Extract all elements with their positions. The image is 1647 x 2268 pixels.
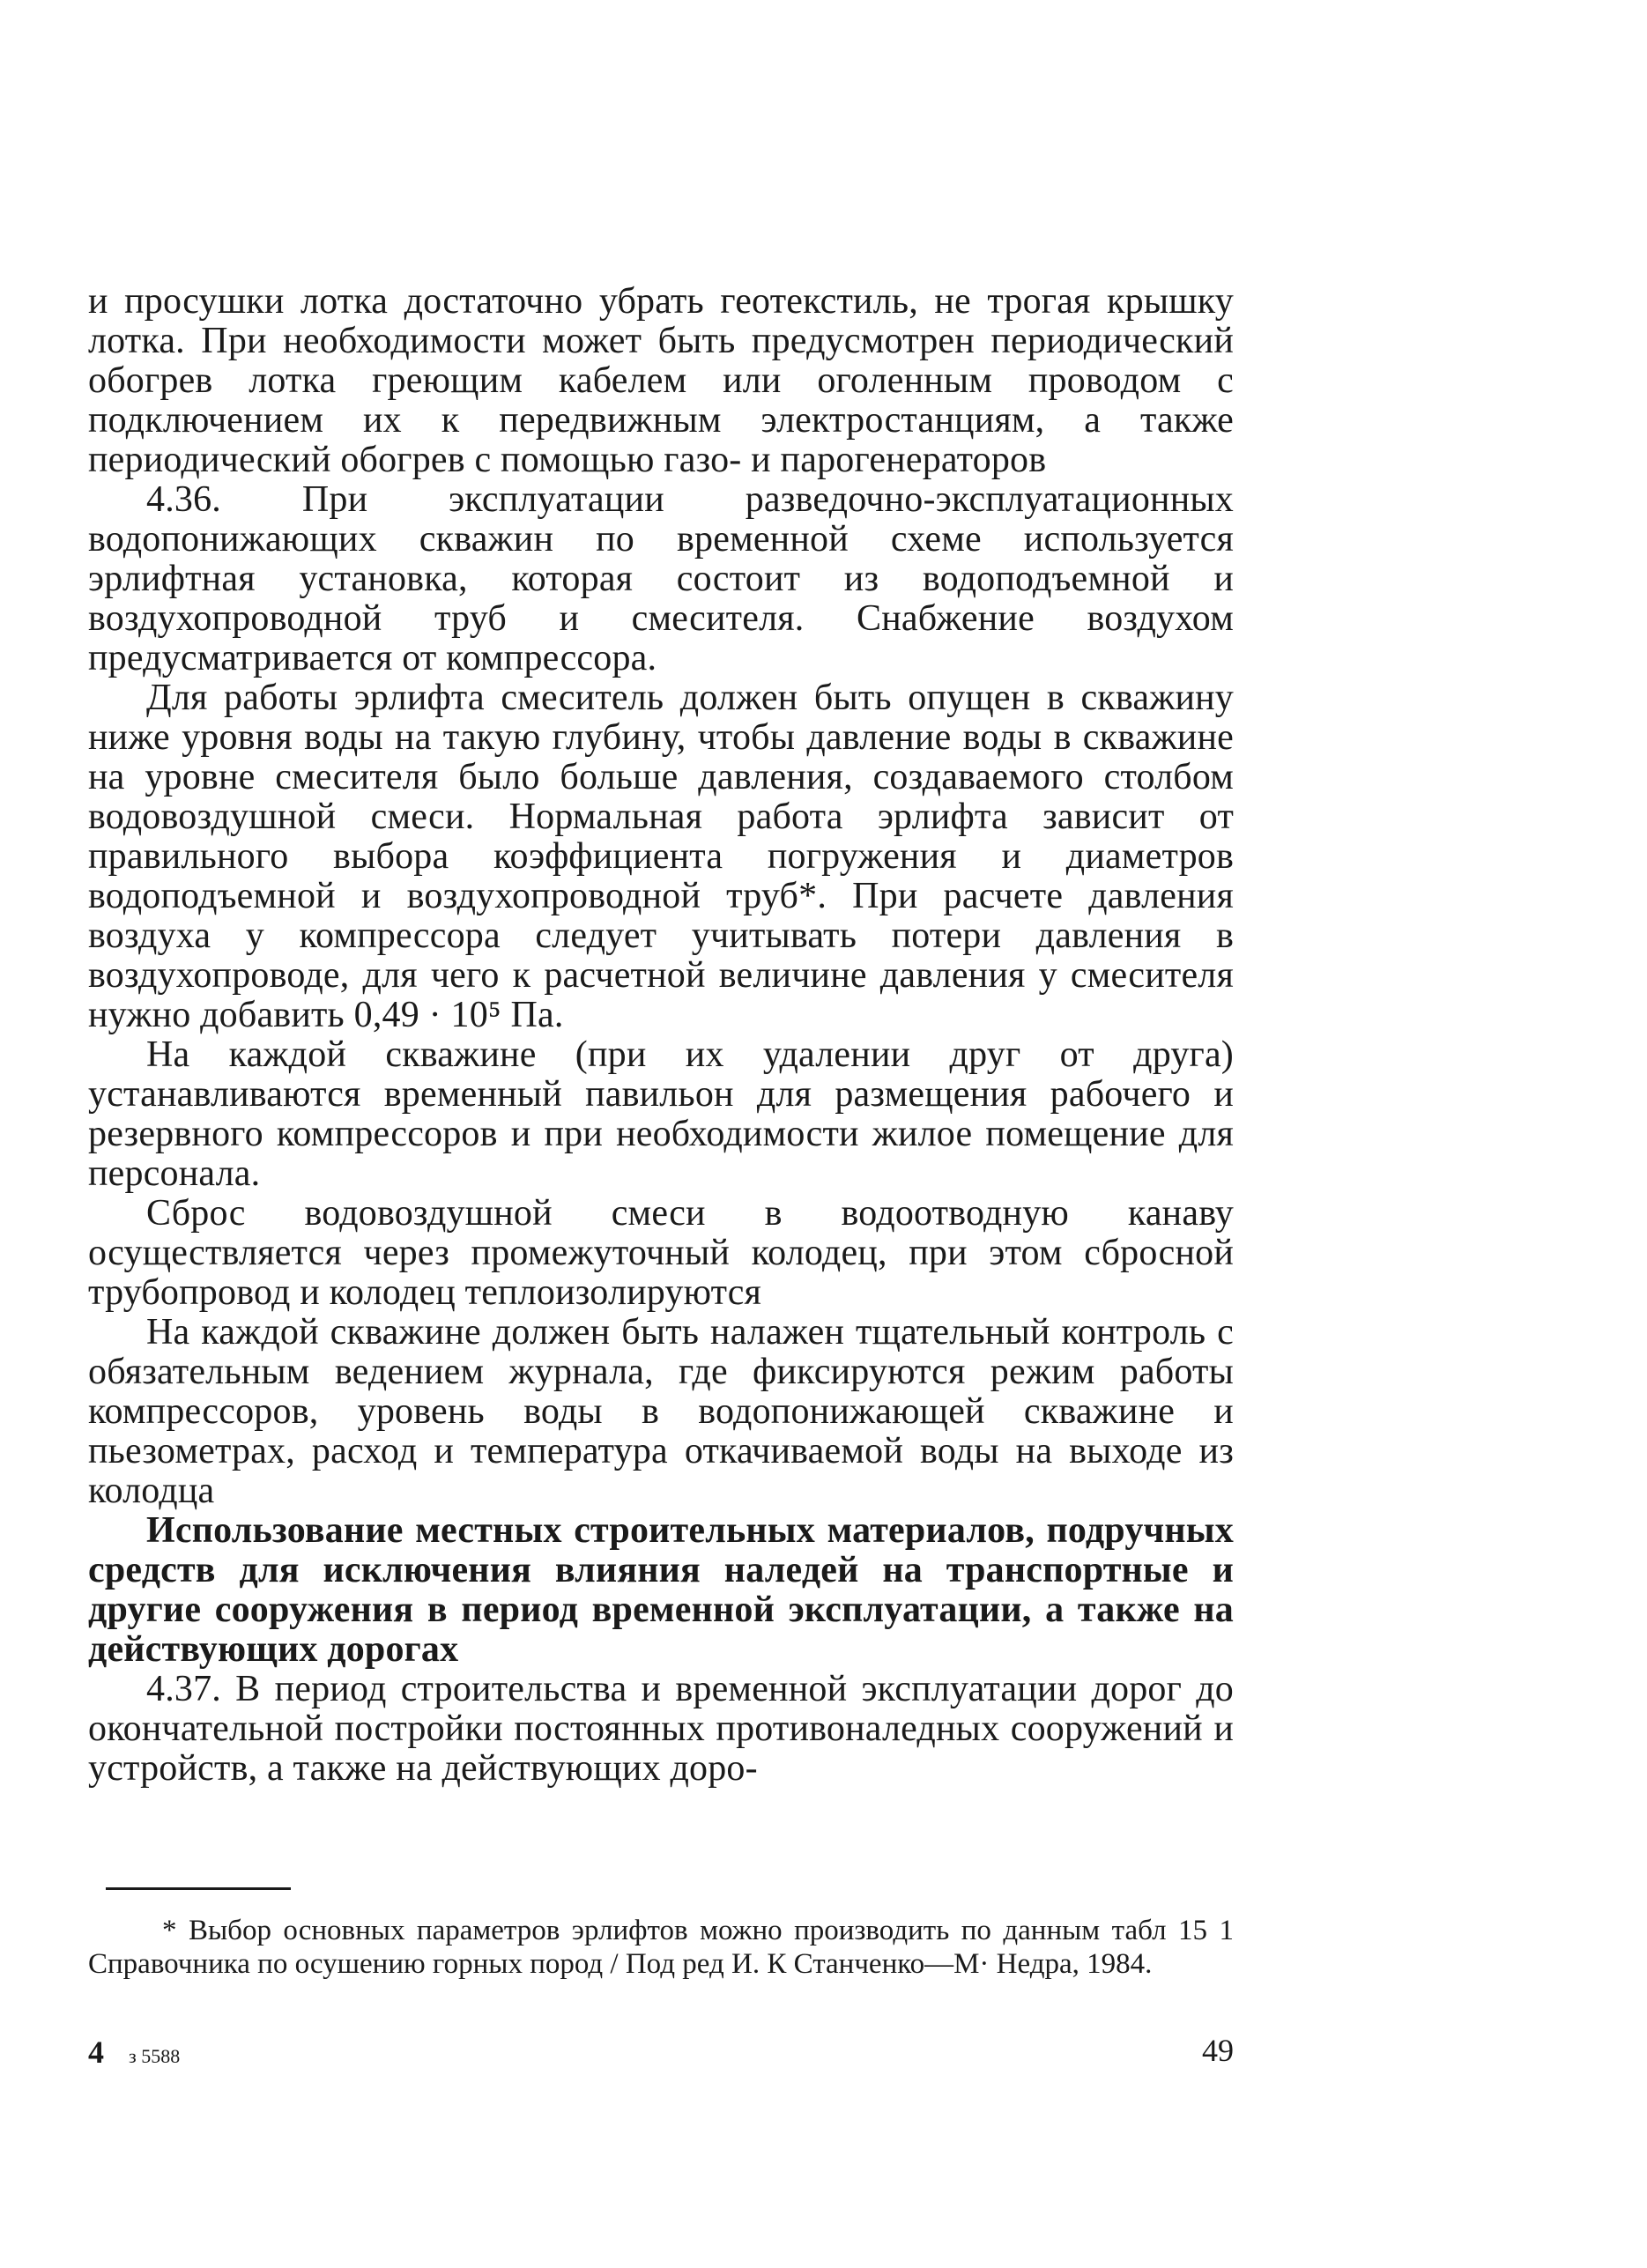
signature-code: з 5588 — [129, 2045, 181, 2067]
paragraph-control: На каждой скважине должен быть налажен тщательный контроль с обязательным ведением журнала, где фиксируются режим работы компрессоров, уровень воды в водопонижающей скважине и пьезометрах, расход и температура откачиваемой воды на выходе из колодца — [88, 1312, 1234, 1511]
printer-signature — [88, 2034, 180, 2071]
paragraph-4-37: 4.37. В период строительства и временной эксплуатации дорог до окончательной постройки постоянных противоналедных сооружений и устройств, а также на действующих доро- — [88, 1669, 1234, 1789]
signature-number: 4 — [88, 2035, 104, 2070]
section-heading: Использование местных строительных материалов, подручных средств для исключения влияния наледей на транспортные и другие сооружения в период временной эксплуатации, а также на действующих дорогах — [88, 1510, 1234, 1670]
page-number: 49 — [1202, 2033, 1234, 2068]
paragraph-pavilion: На каждой скважине (при их удалении друг от друга) устанавливаются временный павильон для размещения рабочего и резервного компрессоров и при необходимости жилое помещение для персонала. — [88, 1034, 1234, 1194]
paragraph-continuation: и просушки лотка достаточно убрать геотекстиль, не трогая крышку лотка. При необходимости может быть предусмотрен периодический обогрев лотка греющим кабелем или оголенным проводом с подключением их к передвижным электростанциям, а также периодический обогрев с помощью газо- и парогенераторов — [88, 281, 1234, 480]
paragraph-4-36: 4.36. При эксплуатации разведочно-эксплуатационных водопонижающих скважин по временной схеме используется эрлифтная установка, которая состоит из водоподъемной и воздухопроводной труб и смесителя. Снабжение воздухом предусматривается от компрессора. — [88, 479, 1234, 678]
paragraph-discharge: Сброс водовоздушной смеси в водоотводную канаву осуществляется через промежуточный колодец, при этом сбросной трубопровод и колодец теплоизолируются — [88, 1193, 1234, 1313]
page-body — [88, 282, 1234, 1789]
footnote-divider — [106, 1887, 291, 1890]
paragraph-airlift-operation: Для работы эрлифта смеситель должен быть опущен в скважину ниже уровня воды на такую глубину, чтобы давление воды в скважине на уровне смесителя было больше давления, создаваемого столбом водовоздушной смеси. Нормальная работа эрлифта зависит от правильного выбора коэффициента погружения и диаметров водоподъемной и воздухопроводной труб*. При расчете давления воздуха у компрессора следует учитывать потери давления в воздухопроводе, для чего к расчетной величине давления у смесителя нужно добавить 0,49 · 10⁵ Па. — [88, 678, 1234, 1035]
footnote-text: * Выбор основных параметров эрлифтов можно производить по данным табл 15 1 Справочника по осушению горных пород / Под ред И. К Станченко—М· Недра, 1984. — [88, 1915, 1234, 1980]
footnote — [88, 1914, 1234, 1981]
